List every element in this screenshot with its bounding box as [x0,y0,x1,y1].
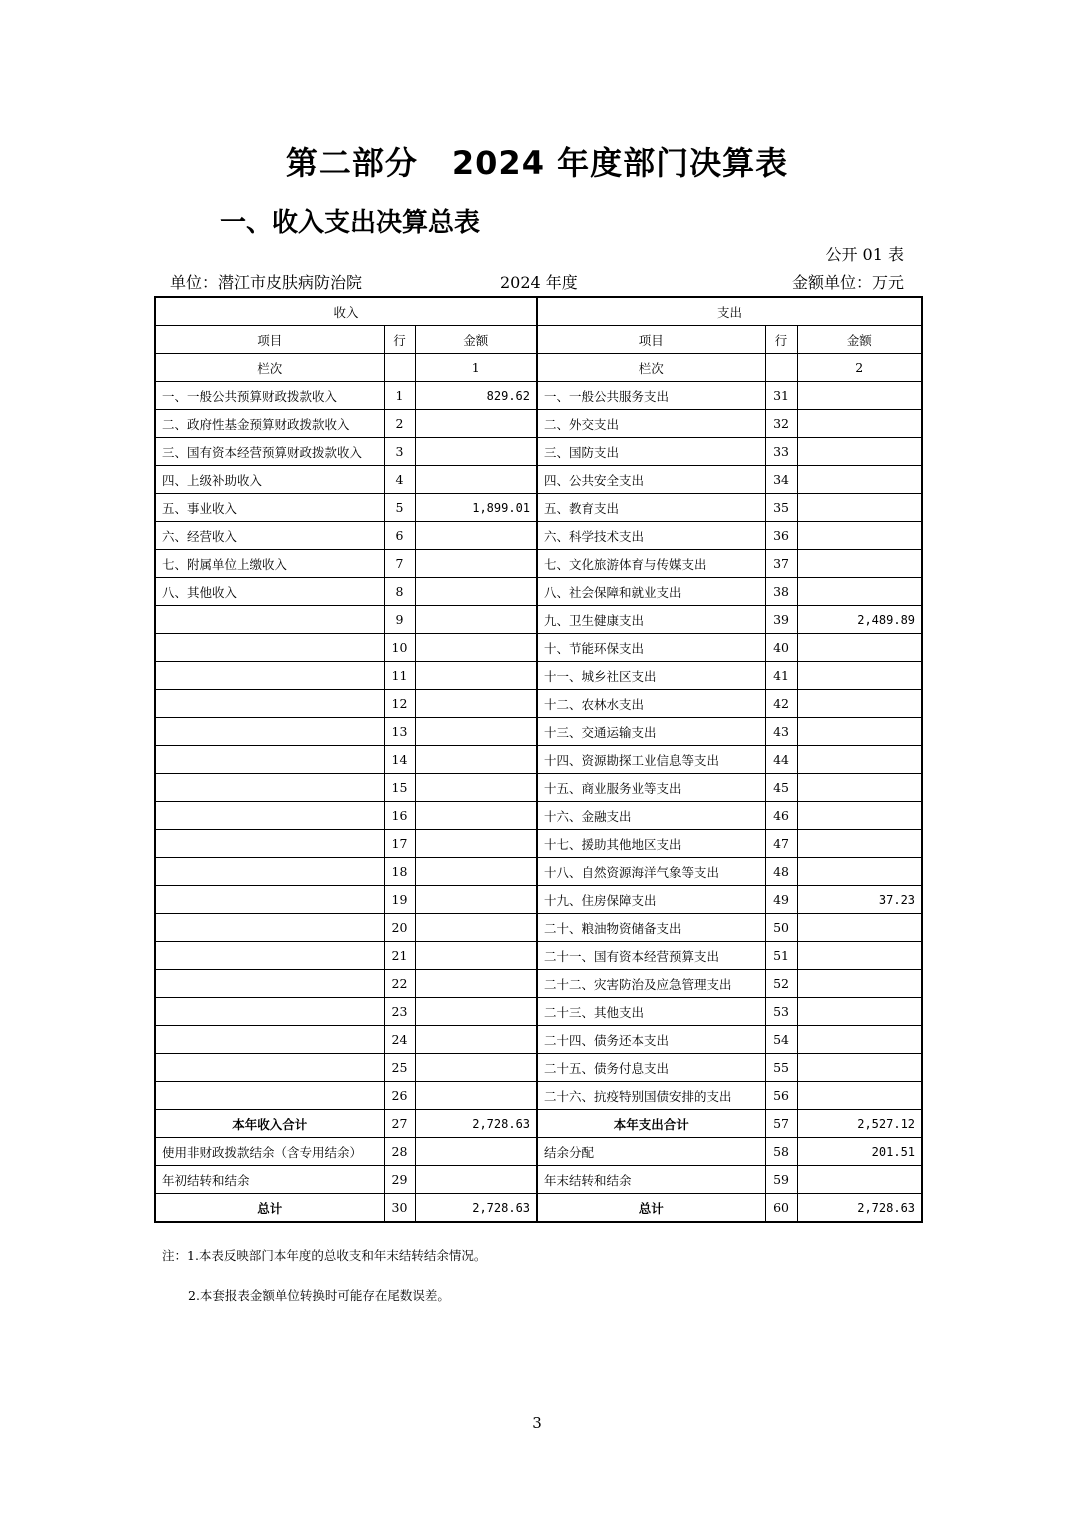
income-row-number: 11 [384,662,415,690]
income-row-number: 24 [384,1026,415,1054]
table-row [155,998,922,1026]
expense-item-cell: 十七、援助其他地区支出 [537,830,765,858]
expense-row-number: 60 [765,1194,797,1223]
expense-row-number: 56 [765,1082,797,1110]
table-row [155,466,922,494]
income-row-number: 29 [384,1166,415,1194]
expense-row-number: 58 [765,1138,797,1166]
expense-amount-cell [797,578,922,606]
table-row [155,970,922,998]
table-row [155,382,922,410]
expense-item-cell: 三、国防支出 [537,438,765,466]
income-amount-cell [415,410,537,438]
expense-amount-cell: 2,489.89 [797,606,922,634]
expense-amount-cell [797,550,922,578]
income-row-number: 8 [384,578,415,606]
income-amount-cell [415,1054,537,1082]
expense-row-number: 34 [765,466,797,494]
expense-item-cell: 十六、金融支出 [537,802,765,830]
expense-item-cell: 十八、自然资源海洋气象等支出 [537,858,765,886]
income-amount-cell [415,970,537,998]
amount-unit: 金额单位：万元 [791,273,904,292]
header-row-columns [155,326,922,354]
part-label: 第二部分 [285,144,418,182]
income-row-number: 4 [384,466,415,494]
income-amount-cell [415,942,537,970]
income-header: 收入 [155,297,537,326]
income-amount-cell [415,1026,537,1054]
expense-row-number: 55 [765,1054,797,1082]
income-item-cell: 使用非财政拨款结余（含专用结余） [155,1138,384,1166]
income-item-cell: 五、事业收入 [155,494,384,522]
income-amount-cell [415,466,537,494]
income-item-cell [155,830,384,858]
expense-item-cell: 十九、住房保障支出 [537,886,765,914]
table-row [155,718,922,746]
expense-item-cell: 十四、资源勘探工业信息等支出 [537,746,765,774]
expense-row-number: 32 [765,410,797,438]
expense-row-number: 50 [765,914,797,942]
income-item-header: 项目 [155,326,384,354]
table-row [155,662,922,690]
expense-item-cell: 本年支出合计 [537,1110,765,1138]
table-row [155,494,922,522]
income-row-number: 6 [384,522,415,550]
income-amount-cell [415,1166,537,1194]
income-row-number: 14 [384,746,415,774]
expense-item-cell: 七、文化旅游体育与传媒支出 [537,550,765,578]
income-item-cell [155,774,384,802]
income-expense-table [154,296,923,1223]
section-title: 一、收入支出决算总表 [220,208,481,238]
income-amount-cell [415,718,537,746]
income-amount-cell [415,1138,537,1166]
income-item-cell [155,858,384,886]
expense-row-number: 38 [765,578,797,606]
income-amount-cell [415,830,537,858]
expense-amount-cell [797,998,922,1026]
expense-amount-cell [797,942,922,970]
table-row [155,634,922,662]
income-amount-cell [415,690,537,718]
expense-row-number: 46 [765,802,797,830]
expense-amount-cell [797,522,922,550]
income-amount-cell [415,802,537,830]
income-row-number: 28 [384,1138,415,1166]
header-row-group [155,297,922,326]
income-item-cell [155,634,384,662]
expense-amount-cell [797,494,922,522]
income-item-cell [155,998,384,1026]
table-row [155,942,922,970]
expense-amount-cell: 2,527.12 [797,1110,922,1138]
income-item-cell [155,1082,384,1110]
expense-amount-header: 金额 [797,326,922,354]
expense-item-cell: 二十六、抗疫特别国债安排的支出 [537,1082,765,1110]
expense-amount-cell [797,382,922,410]
expense-amount-cell [797,634,922,662]
income-row-number: 27 [384,1110,415,1138]
form-number: 公开 01 表 [825,245,904,264]
expense-item-cell: 二十三、其他支出 [537,998,765,1026]
expense-item-cell: 十三、交通运输支出 [537,718,765,746]
expense-row-number: 44 [765,746,797,774]
expense-item-cell: 六、科学技术支出 [537,522,765,550]
expense-item-cell: 二十二、灾害防治及应急管理支出 [537,970,765,998]
income-row-number: 15 [384,774,415,802]
notes [162,1236,486,1316]
expense-amount-cell [797,830,922,858]
income-row-number: 26 [384,1082,415,1110]
expense-amount-cell [797,1026,922,1054]
expense-row-number: 37 [765,550,797,578]
expense-row-number: 59 [765,1166,797,1194]
income-item-cell [155,690,384,718]
income-row-number: 16 [384,802,415,830]
income-amount-cell [415,634,537,662]
expense-amount-cell [797,1054,922,1082]
income-amount-cell [415,746,537,774]
expense-row-number: 53 [765,998,797,1026]
expense-item-cell: 二十四、债务还本支出 [537,1026,765,1054]
income-item-cell [155,802,384,830]
expense-row-number: 52 [765,970,797,998]
expense-item-cell: 年末结转和结余 [537,1166,765,1194]
expense-item-cell: 八、社会保障和就业支出 [537,578,765,606]
table-row [155,606,922,634]
income-row-header: 行 [384,326,415,354]
table-row [155,1054,922,1082]
expense-row-number: 39 [765,606,797,634]
income-item-cell [155,914,384,942]
income-amount-cell: 829.62 [415,382,537,410]
expense-item-cell: 二十一、国有资本经营预算支出 [537,942,765,970]
income-row-number: 23 [384,998,415,1026]
income-item-cell: 六、经营收入 [155,522,384,550]
income-item-cell [155,718,384,746]
income-row-number: 30 [384,1194,415,1223]
income-amount-cell [415,914,537,942]
expense-item-cell: 总计 [537,1194,765,1223]
expense-item-cell: 二、外交支出 [537,410,765,438]
income-item-cell: 八、其他收入 [155,578,384,606]
income-amount-cell: 1,899.01 [415,494,537,522]
income-row-number: 17 [384,830,415,858]
table-row [155,1166,922,1194]
note-2: 2.本套报表金额单位转换时可能存在尾数误差。 [188,1288,450,1303]
table-row [155,410,922,438]
expense-row-number: 51 [765,942,797,970]
table-row [155,802,922,830]
expense-amount-cell [797,438,922,466]
expense-amount-cell [797,914,922,942]
income-row-number: 1 [384,382,415,410]
income-item-cell: 总计 [155,1194,384,1223]
table-row [155,858,922,886]
expense-column-order: 栏次 [537,354,765,382]
expense-row-number: 57 [765,1110,797,1138]
table-row [155,1138,922,1166]
expense-row-number: 47 [765,830,797,858]
income-item-cell: 三、国有资本经营预算财政拨款收入 [155,438,384,466]
expense-amount-cell [797,746,922,774]
expense-row-number: 45 [765,774,797,802]
table-row [155,578,922,606]
income-amount-cell [415,998,537,1026]
income-amount-cell [415,662,537,690]
unit-row [170,270,904,292]
income-row-number: 21 [384,942,415,970]
expense-amount-cell [797,1082,922,1110]
income-row-number: 20 [384,914,415,942]
expense-amount-cell [797,718,922,746]
income-item-cell [155,886,384,914]
expense-row-header: 行 [765,326,797,354]
income-item-cell: 本年收入合计 [155,1110,384,1138]
income-item-cell [155,606,384,634]
expense-amount-cell: 2,728.63 [797,1194,922,1223]
income-item-cell: 一、一般公共预算财政拨款收入 [155,382,384,410]
expense-header: 支出 [537,297,922,326]
table-row [155,914,922,942]
expense-row-number: 42 [765,690,797,718]
income-row-number: 13 [384,718,415,746]
expense-amount-cell [797,690,922,718]
table-row [155,550,922,578]
expense-amount-cell [797,1166,922,1194]
table-row [155,830,922,858]
expense-item-cell: 十二、农林水支出 [537,690,765,718]
expense-amount-cell [797,970,922,998]
page-number: 3 [532,1414,542,1432]
expense-amount-cell [797,466,922,494]
income-column-order-blank [384,354,415,382]
income-item-cell: 年初结转和结余 [155,1166,384,1194]
table-row [155,1026,922,1054]
income-amount-cell [415,1082,537,1110]
income-amount-cell: 2,728.63 [415,1110,537,1138]
expense-item-header: 项目 [537,326,765,354]
income-row-number: 19 [384,886,415,914]
income-amount-cell: 2,728.63 [415,1194,537,1223]
table-row [155,774,922,802]
expense-item-cell: 四、公共安全支出 [537,466,765,494]
expense-item-cell: 结余分配 [537,1138,765,1166]
table-row [155,1110,922,1138]
table-row [155,746,922,774]
income-row-number: 5 [384,494,415,522]
expense-amount-cell [797,662,922,690]
expense-amount-cell: 201.51 [797,1138,922,1166]
income-amount-cell [415,774,537,802]
income-item-cell: 四、上级补助收入 [155,466,384,494]
table-row [155,522,922,550]
expense-item-cell: 十五、商业服务业等支出 [537,774,765,802]
expense-column-order-blank [765,354,797,382]
expense-item-cell: 二十五、债务付息支出 [537,1054,765,1082]
note-1: 注：1.本表反映部门本年度的总收支和年末结转结余情况。 [162,1248,487,1263]
expense-item-cell: 二十、粮油物资储备支出 [537,914,765,942]
income-row-number: 10 [384,634,415,662]
expense-row-number: 31 [765,382,797,410]
expense-row-number: 40 [765,634,797,662]
expense-item-cell: 五、教育支出 [537,494,765,522]
income-item-cell [155,1054,384,1082]
page-title [0,138,1074,184]
income-item-cell [155,662,384,690]
table-row [155,886,922,914]
expense-row-number: 54 [765,1026,797,1054]
expense-item-cell: 九、卫生健康支出 [537,606,765,634]
expense-item-cell: 一、一般公共服务支出 [537,382,765,410]
expense-row-number: 35 [765,494,797,522]
expense-amount-cell: 37.23 [797,886,922,914]
expense-amount-cell [797,774,922,802]
income-row-number: 12 [384,690,415,718]
income-row-number: 9 [384,606,415,634]
income-row-number: 3 [384,438,415,466]
report-title: 2024 年度部门决算表 [451,144,789,182]
expense-row-number: 48 [765,858,797,886]
table-row [155,690,922,718]
income-item-cell [155,970,384,998]
income-row-number: 18 [384,858,415,886]
expense-item-cell: 十、节能环保支出 [537,634,765,662]
expense-row-number: 49 [765,886,797,914]
year-label: 2024 年度 [500,273,578,292]
expense-row-number: 36 [765,522,797,550]
income-amount-cell [415,522,537,550]
expense-row-number: 41 [765,662,797,690]
income-item-cell [155,1026,384,1054]
expense-amount-cell [797,410,922,438]
expense-amount-cell [797,802,922,830]
income-row-number: 2 [384,410,415,438]
income-amount-cell [415,438,537,466]
income-row-number: 25 [384,1054,415,1082]
column-order-row [155,354,922,382]
income-row-number: 7 [384,550,415,578]
income-item-cell [155,942,384,970]
table-row [155,438,922,466]
table-row [155,1082,922,1110]
income-item-cell: 二、政府性基金预算财政拨款收入 [155,410,384,438]
income-column-order: 栏次 [155,354,384,382]
unit-label: 单位：潜江市皮肤病防治院 [170,273,363,292]
expense-column-number: 2 [797,354,922,382]
income-amount-cell [415,578,537,606]
income-amount-cell [415,858,537,886]
income-amount-header: 金额 [415,326,537,354]
expense-row-number: 33 [765,438,797,466]
expense-amount-cell [797,858,922,886]
income-amount-cell [415,550,537,578]
income-row-number: 22 [384,970,415,998]
expense-row-number: 43 [765,718,797,746]
expense-item-cell: 十一、城乡社区支出 [537,662,765,690]
table-row [155,1194,922,1223]
income-column-number: 1 [415,354,537,382]
income-item-cell: 七、附属单位上缴收入 [155,550,384,578]
income-item-cell [155,746,384,774]
income-amount-cell [415,886,537,914]
income-amount-cell [415,606,537,634]
